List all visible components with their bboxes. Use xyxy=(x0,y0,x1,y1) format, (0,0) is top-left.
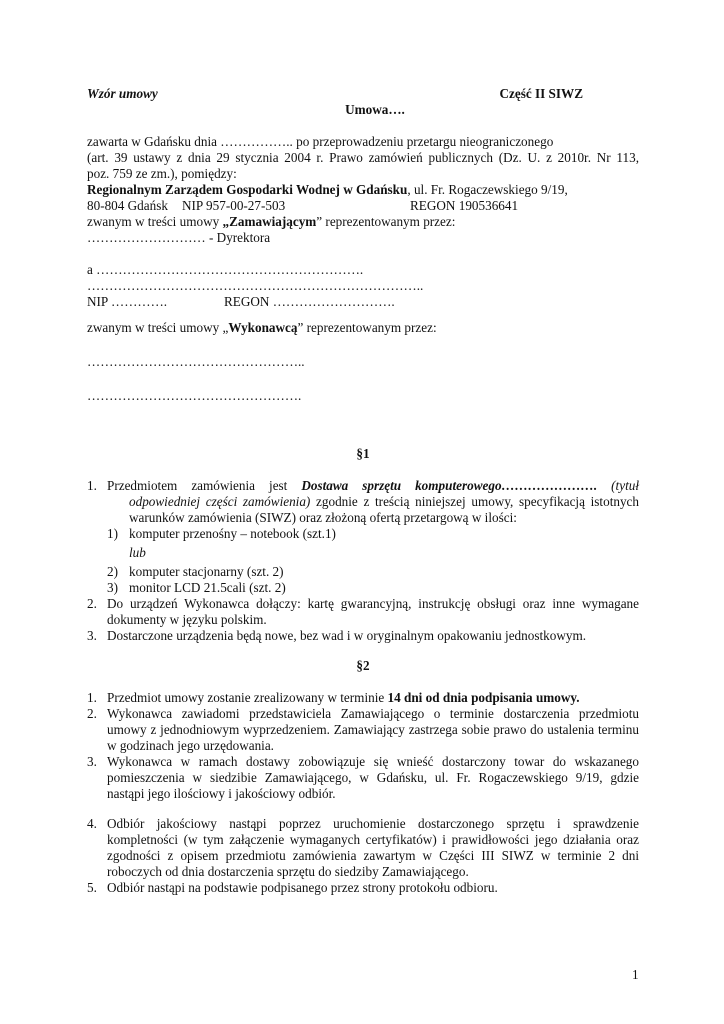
item-line: warunków zamówienia (SIWZ) oraz złożoną ofertą przetargową w ilości: xyxy=(129,510,517,525)
contractor-ids xyxy=(87,294,639,310)
item-number: 3. xyxy=(87,754,97,769)
item-line xyxy=(107,690,639,706)
named-suffix: ” reprezentowanym przez: xyxy=(316,214,456,229)
list-item xyxy=(87,628,639,644)
named-contractor: Wykonawcą xyxy=(228,320,298,335)
contractor-named-line xyxy=(87,320,639,336)
item-line: Do urządzeń Wykonawca dołączy: kartę gwarancyjną, instrukcję obsługi oraz inne wymagane xyxy=(107,596,639,611)
item-line: Wykonawca w ramach dostawy zobowiązuje się wnieść dostarczony towar do wskazanego xyxy=(107,754,639,769)
sub-item-text: monitor LCD 21.5cali (szt. 2) xyxy=(129,580,286,595)
sub-item-number: 3) xyxy=(107,580,118,595)
intro-paragraph xyxy=(87,134,639,246)
item-line: Dostarczone urządzenia będą nowe, bez wad i w oryginalnym opakowaniu jednostkowym. xyxy=(107,628,586,643)
item-number: 1. xyxy=(87,478,97,493)
named-suffix: ” reprezentowanym przez: xyxy=(297,320,437,335)
item-line xyxy=(107,494,639,510)
item-line: zgodności z opisem przedmiotu zamówienia zawartym w Części III SIWZ w terminie 2 dni xyxy=(107,848,639,863)
list-item xyxy=(87,478,639,596)
document-body xyxy=(87,86,639,896)
sub-item-number: 1) xyxy=(107,526,118,541)
ordering-party-regon: REGON 190536641 xyxy=(410,198,519,213)
item-number: 2. xyxy=(87,596,97,611)
director-line: ……………………… - Dyrektora xyxy=(87,230,271,245)
item-line: kompletności (w tym załączenie wymaganych certyfikatów) i prawidłowości jego działania oraz xyxy=(107,832,639,847)
item-number: 3. xyxy=(87,628,97,643)
sub-item-text: komputer stacjonarny (szt. 2) xyxy=(129,564,284,579)
list-item xyxy=(87,816,639,880)
item-number: 4. xyxy=(87,816,97,831)
part-label: Część II SIWZ xyxy=(499,86,583,101)
sub-item xyxy=(87,526,639,542)
ordering-party-named-line xyxy=(87,214,639,230)
intro-line-3: poz. 759 ze zm.), pomiędzy: xyxy=(87,166,237,181)
template-label: Wzór umowy xyxy=(87,86,158,101)
named-prefix: zwanym w treści umowy xyxy=(87,214,223,229)
contractor-rep-2: …………………………………………. xyxy=(87,388,302,403)
item-line: dokumenty w języku polskim. xyxy=(107,612,267,627)
intro-line-2: (art. 39 ustawy z dnia 29 stycznia 2004 r. Prawo zamówień publicznych (Dz. U. z 2010r. Nr 113, xyxy=(87,150,639,165)
item-number: 2. xyxy=(87,706,97,721)
contractor-regon: REGON ………………………. xyxy=(224,294,395,309)
list-item xyxy=(87,880,639,896)
ordering-party-nip: NIP 957-00-27-503 xyxy=(182,198,286,213)
sub-item xyxy=(87,564,639,580)
ordering-party-address: , ul. Fr. Rogaczewskiego 9/19, xyxy=(407,182,568,197)
list-item xyxy=(87,754,639,802)
item-number: 5. xyxy=(87,880,97,895)
contractor-rep-1: ………………………………………….. xyxy=(87,354,305,369)
item-note: odpowiedniej części zamówienia) xyxy=(129,494,311,509)
list-item xyxy=(87,596,639,628)
contractor-dots-line: ………………………………………………………………….. xyxy=(87,278,424,293)
document-header xyxy=(87,86,639,102)
item-text: Przedmiotem zamówienia jest xyxy=(107,478,302,493)
item-deadline: 14 dni od dnia podpisania umowy. xyxy=(387,690,580,705)
item-note: (tytuł xyxy=(597,478,639,493)
contractor-block xyxy=(87,262,639,404)
item-line: roboczych od dnia dostarczenia sprzętu do siedziby Zamawiającego. xyxy=(107,864,469,879)
ordering-party-line xyxy=(87,182,639,198)
ordering-party-name: Regionalnym Zarządem Gospodarki Wodnej w Gdańsku xyxy=(87,182,408,197)
section-1-list xyxy=(87,478,639,644)
list-item xyxy=(87,706,639,754)
ordering-party-city: 80-804 Gdańsk xyxy=(87,198,168,213)
section-1-heading: §1 xyxy=(356,446,370,461)
list-item xyxy=(87,690,639,706)
section-2-list xyxy=(87,690,639,896)
item-line: pomieszczenia w siedzibie Zamawiającego, w Gdańsku, ul. Fr. Rogaczewskiego 9/19, gdzie xyxy=(107,770,639,785)
item-line: Odbiór jakościowy nastąpi poprzez uruchomienie dostarczonego sprzętu i sprawdzenie xyxy=(107,816,639,831)
intro-line-1: zawarta w Gdańsku dnia …………….. po przeprowadzeniu przetargu nieograniczonego xyxy=(87,134,554,149)
item-line xyxy=(107,478,639,494)
item-line: nastąpi jego ilościowy i jakościowy odbiór. xyxy=(107,786,336,801)
item-line: w godzinach jego urzędowania. xyxy=(107,738,274,753)
item-line: Odbiór nastąpi na podstawie podpisanego przez strony protokołu odbioru. xyxy=(107,880,498,895)
document-title: Umowa…. xyxy=(345,102,405,117)
item-subject: Dostawa sprzętu komputerowego…………………. xyxy=(301,478,598,493)
item-number: 1. xyxy=(87,690,97,705)
item-text: Przedmiot umowy zostanie zrealizowany w terminie xyxy=(107,690,388,705)
sub-item-number: 2) xyxy=(107,564,118,579)
contractor-a-line: a ……………………………………………………. xyxy=(87,262,364,277)
item-line: umowy z jednodniowym wyprzedzeniem. Zamawiający zastrzega sobie prawo do ustalenia terminu xyxy=(107,722,639,737)
item-line: Wykonawca zawiadomi przedstawiciela Zamawiającego o terminie dostarczenia przedmiotu xyxy=(107,706,639,721)
sub-item-text: komputer przenośny – notebook (szt.1) xyxy=(129,526,336,541)
named-prefix: zwanym w treści umowy „ xyxy=(87,320,229,335)
contractor-nip: NIP …………. xyxy=(87,294,168,309)
named-ordering-party: „Zamawiającym xyxy=(222,214,317,229)
item-text: zgodnie z treścią niniejszej umowy, specyfikacją istotnych xyxy=(310,494,639,509)
sub-item-alternative: lub xyxy=(129,545,146,560)
ordering-party-ids xyxy=(87,198,639,214)
section-2-heading: §2 xyxy=(356,658,370,673)
page-number: 1 xyxy=(632,967,639,982)
sub-item xyxy=(87,580,639,596)
